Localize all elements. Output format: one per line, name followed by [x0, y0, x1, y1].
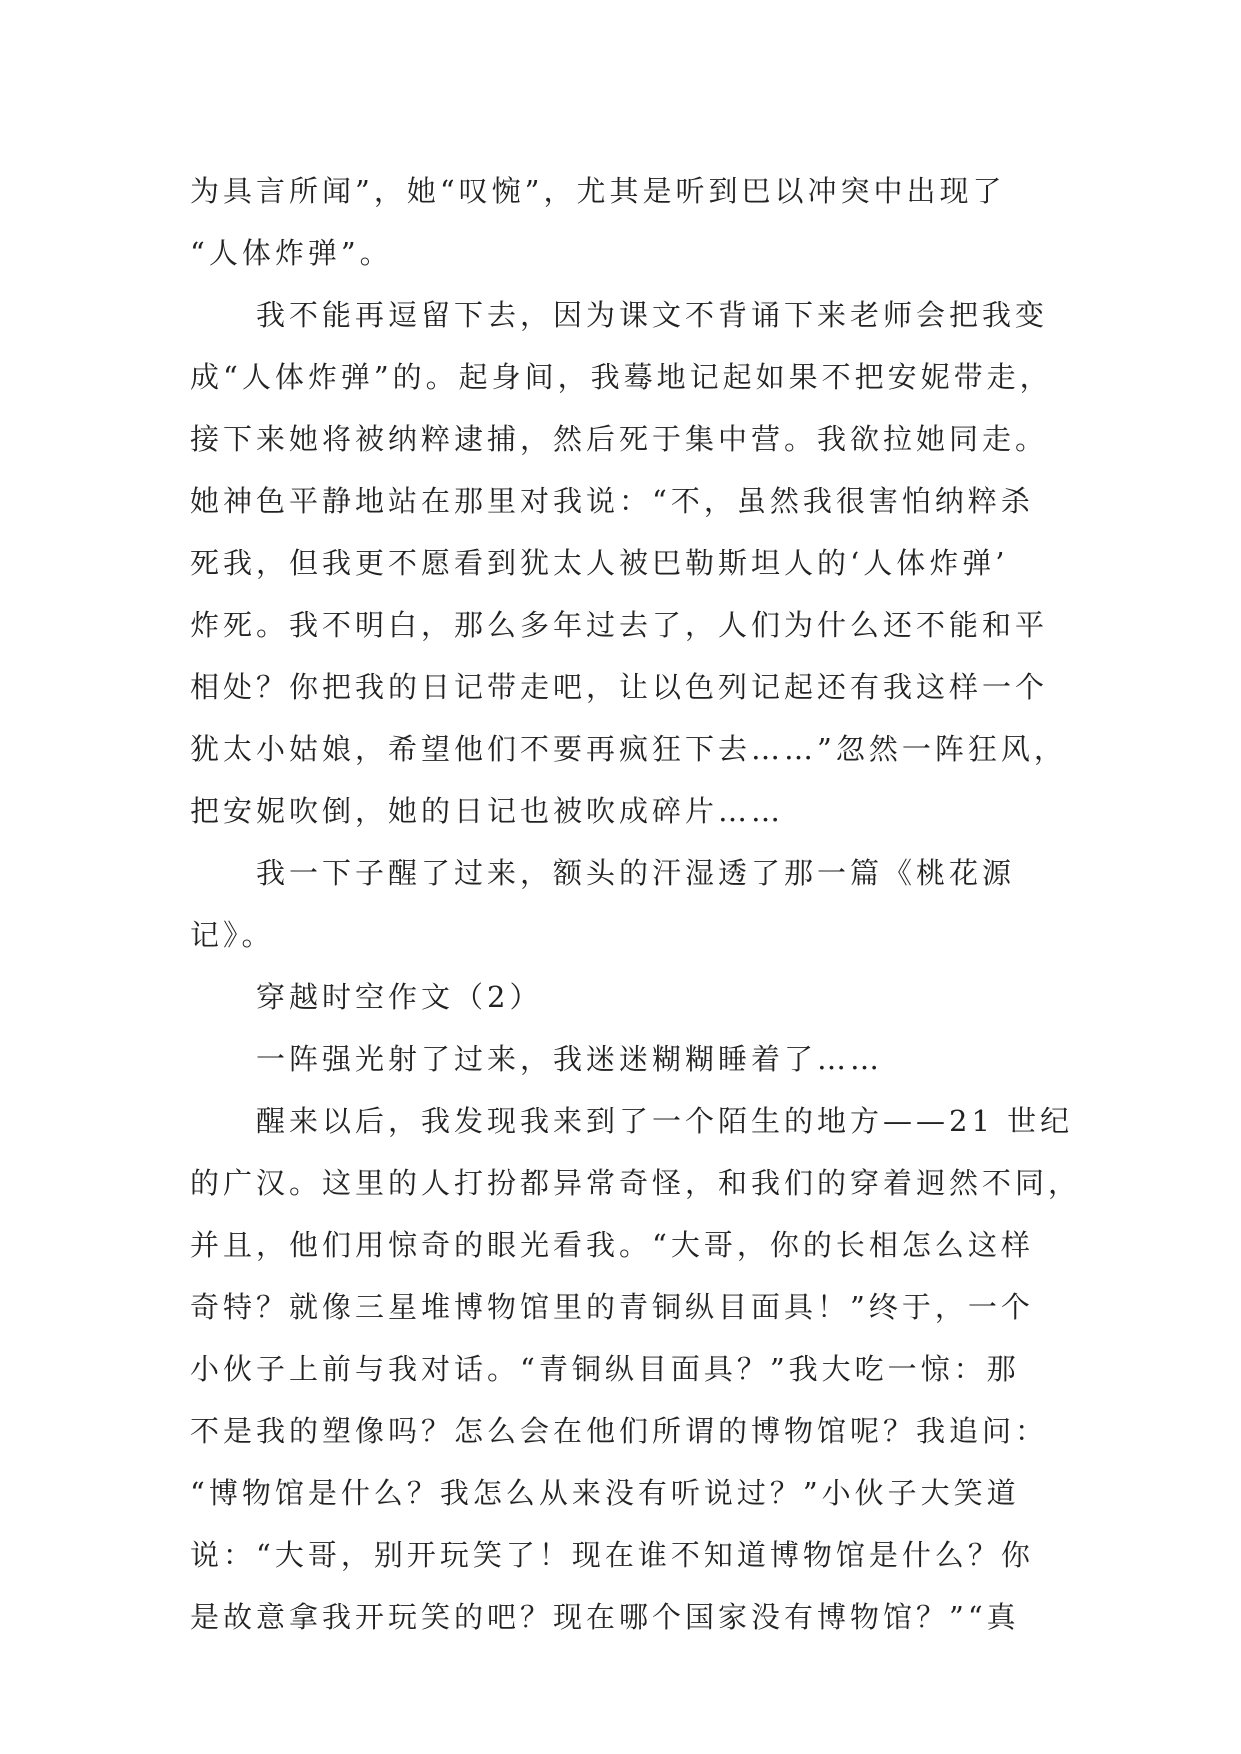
text-line: 犹太小姑娘，希望他们不要再疯狂下去……”忽然一阵狂风，	[190, 732, 1067, 766]
text-line: 炸死。我不明白，那么多年过去了，人们为什么还不能和平	[190, 608, 1049, 642]
text-line: 我不能再逗留下去，因为课文不背诵下来老师会把我变	[256, 298, 1049, 332]
text-line: 奇特？就像三星堆博物馆里的青铜纵目面具！”终于，一个	[190, 1290, 1034, 1324]
text-line: 并且，他们用惊奇的眼光看我。“大哥，你的长相怎么这样	[190, 1228, 1034, 1262]
text-line: 我一下子醒了过来，额头的汗湿透了那一篇《桃花源	[256, 856, 1016, 890]
text-line: 死我，但我更不愿看到犹太人被巴勒斯坦人的‘人体炸弹’	[190, 546, 1009, 580]
text-line: 说：“大哥，别开玩笑了！现在谁不知道博物馆是什么？你	[190, 1538, 1034, 1572]
text-line: 成“人体炸弹”的。起身间，我蓦地记起如果不把安妮带走，	[190, 360, 1053, 394]
text-line: 不是我的塑像吗？怎么会在他们所谓的博物馆呢？我追问：	[190, 1414, 1049, 1448]
text-line: 一阵强光射了过来，我迷迷糊糊睡着了……	[256, 1042, 884, 1076]
text-line: “博物馆是什么？我怎么从来没有听说过？”小伙子大笑道	[190, 1476, 1020, 1510]
text-line: “人体炸弹”。	[190, 236, 393, 270]
body-text	[190, 160, 1082, 1648]
text-line: 小伙子上前与我对话。“青铜纵目面具？”我大吃一惊：那	[190, 1352, 1020, 1386]
text-line: 她神色平静地站在那里对我说：“不，虽然我很害怕纳粹杀	[190, 484, 1034, 518]
text-line: 把安妮吹倒，她的日记也被吹成碎片……	[190, 794, 785, 828]
text-line: 的广汉。这里的人打扮都异常奇怪，和我们的穿着迥然不同，	[190, 1166, 1082, 1200]
text-line: 相处？你把我的日记带走吧，让以色列记起还有我这样一个	[190, 670, 1049, 704]
text-line: 记》。	[190, 918, 275, 952]
text-line: 为具言所闻”，她“叹惋”，尤其是听到巴以冲突中出现了	[190, 174, 1006, 208]
text-line: 醒来以后，我发现我来到了一个陌生的地方——21 世纪	[256, 1104, 1074, 1138]
text-line: 穿越时空作文（2）	[256, 980, 543, 1014]
text-line: 是故意拿我开玩笑的吧？现在哪个国家没有博物馆？”“真	[190, 1600, 1020, 1634]
text-line: 接下来她将被纳粹逮捕，然后死于集中营。我欲拉她同走。	[190, 422, 1049, 456]
